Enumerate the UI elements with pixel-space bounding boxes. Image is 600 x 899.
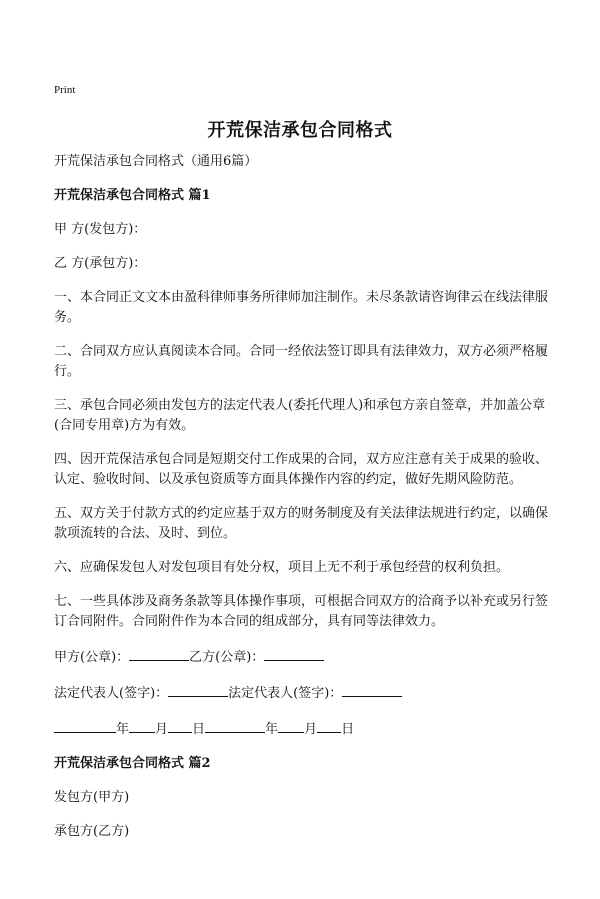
month-a-label: 月 (155, 722, 169, 737)
year-b-label: 年 (265, 722, 279, 737)
document-title: 开荒保洁承包合同格式 (207, 120, 393, 141)
month-a-blank (129, 718, 155, 733)
party-b-line: 乙 方(承包方)： (54, 256, 147, 271)
clause-5: 五、双方关于付款方式的约定应基于双方的财务制度及有关法律法规进行约定，以确保款项流转的合法、及时、到位。 (54, 506, 549, 541)
day-a-blank (168, 718, 192, 733)
section2-party-b: 承包方(乙方) (54, 824, 130, 839)
print-link[interactable]: Print (54, 84, 76, 96)
party-a-line: 甲 方(发包方)： (54, 222, 147, 237)
clause-1: 一、本合同正文文本由盈科律师事务所律师加注制作。未尽条款请咨询律云在线法律服务。 (54, 290, 549, 325)
seal-line (54, 646, 554, 668)
date-line (54, 718, 554, 740)
rep-a-blank (168, 682, 228, 697)
party-a-seal-label: 甲方(公章)： (54, 650, 130, 665)
year-a-blank (54, 718, 116, 733)
day-b-label: 日 (341, 722, 355, 737)
intro-line: 开荒保洁承包合同格式（通用6篇） (54, 154, 258, 169)
section1-heading: 开荒保洁承包合同格式 篇1 (54, 188, 211, 203)
clause-2: 二、合同双方应认真阅读本合同。合同一经依法签订即具有法律效力，双方必须严格履行。 (54, 344, 549, 379)
clause-3: 三、承包合同必须由发包方的法定代表人(委托代理人)和承包方亲自签章，并加盖公章(合同专用章)方为有效。 (54, 398, 546, 433)
clause-4: 四、因开荒保洁承包合同是短期交付工作成果的合同，双方应注意有关于成果的验收、认定、验收时间、以及承包资质等方面具体操作内容的约定，做好先期风险防范。 (54, 452, 549, 487)
clause-6: 六、应确保发包人对发包项目有处分权，项目上无不利于承包经营的权利负担。 (54, 560, 510, 575)
document-body (54, 152, 554, 856)
year-a-label: 年 (116, 722, 130, 737)
day-b-blank (317, 718, 341, 733)
representative-line (54, 682, 554, 704)
party-b-seal-blank (264, 646, 324, 661)
year-b-blank (205, 718, 265, 733)
clause-7: 七、一些具体涉及商务条款等具体操作事项，可根据合同双方的洽商予以补充或另行签订合同附件。合同附件作为本合同的组成部分，具有同等法律效力。 (54, 594, 549, 629)
party-b-seal-label: 乙方(公章)： (189, 650, 265, 665)
party-a-seal-blank (129, 646, 189, 661)
section2-heading: 开荒保洁承包合同格式 篇2 (54, 756, 211, 771)
rep-b-blank (342, 682, 402, 697)
day-a-label: 日 (192, 722, 206, 737)
month-b-label: 月 (304, 722, 318, 737)
rep-a-label: 法定代表人(签字)： (54, 686, 169, 701)
section2-party-a: 发包方(甲方) (54, 790, 130, 805)
rep-b-label: 法定代表人(签字)： (228, 686, 343, 701)
month-b-blank (278, 718, 304, 733)
